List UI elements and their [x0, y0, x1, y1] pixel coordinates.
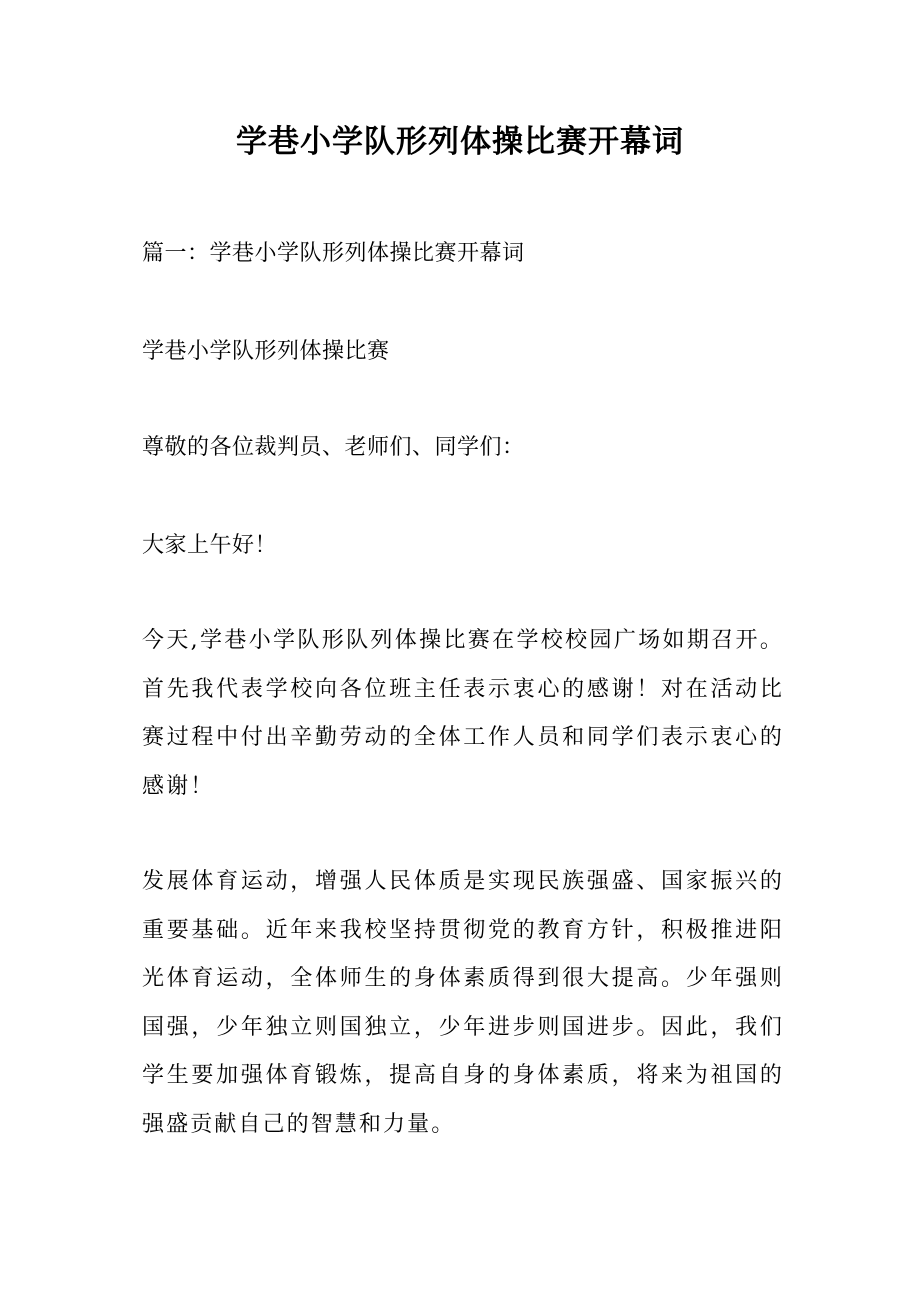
body-paragraph-sports: 发展体育运动，增强人民体质是实现民族强盛、国家振兴的重要基础。近年来我校坚持贯彻党的教育方针，积极推进阳光体育运动，全体师生的身体素质得到很大提高。少年强则国强，少年独立则国独立，少年进步则国进步。因此，我们学生要加强体育锻炼，提高自身的身体素质，将来为祖国的强盛贡献自己的智慧和力量。 — [142, 869, 784, 1137]
section-heading: 篇一：学巷小学队形列体操比赛开幕词 — [142, 241, 525, 266]
greeting-line: 大家上午好！ — [142, 533, 278, 558]
body-paragraph-opening: 今天,学巷小学队形队列体操比赛在学校校园广场如期召开。首先我代表学校向各位班主任表示衷心的感谢！对在活动比赛过程中付出辛勤劳动的全体工作人员和同学们表示衷心的感谢！ — [142, 628, 784, 799]
event-name-line: 学巷小学队形列体操比赛 — [142, 339, 390, 364]
salutation-line: 尊敬的各位裁判员、老师们、同学们： — [142, 435, 525, 460]
document-title: 学巷小学队形列体操比赛开幕词 — [236, 124, 684, 160]
